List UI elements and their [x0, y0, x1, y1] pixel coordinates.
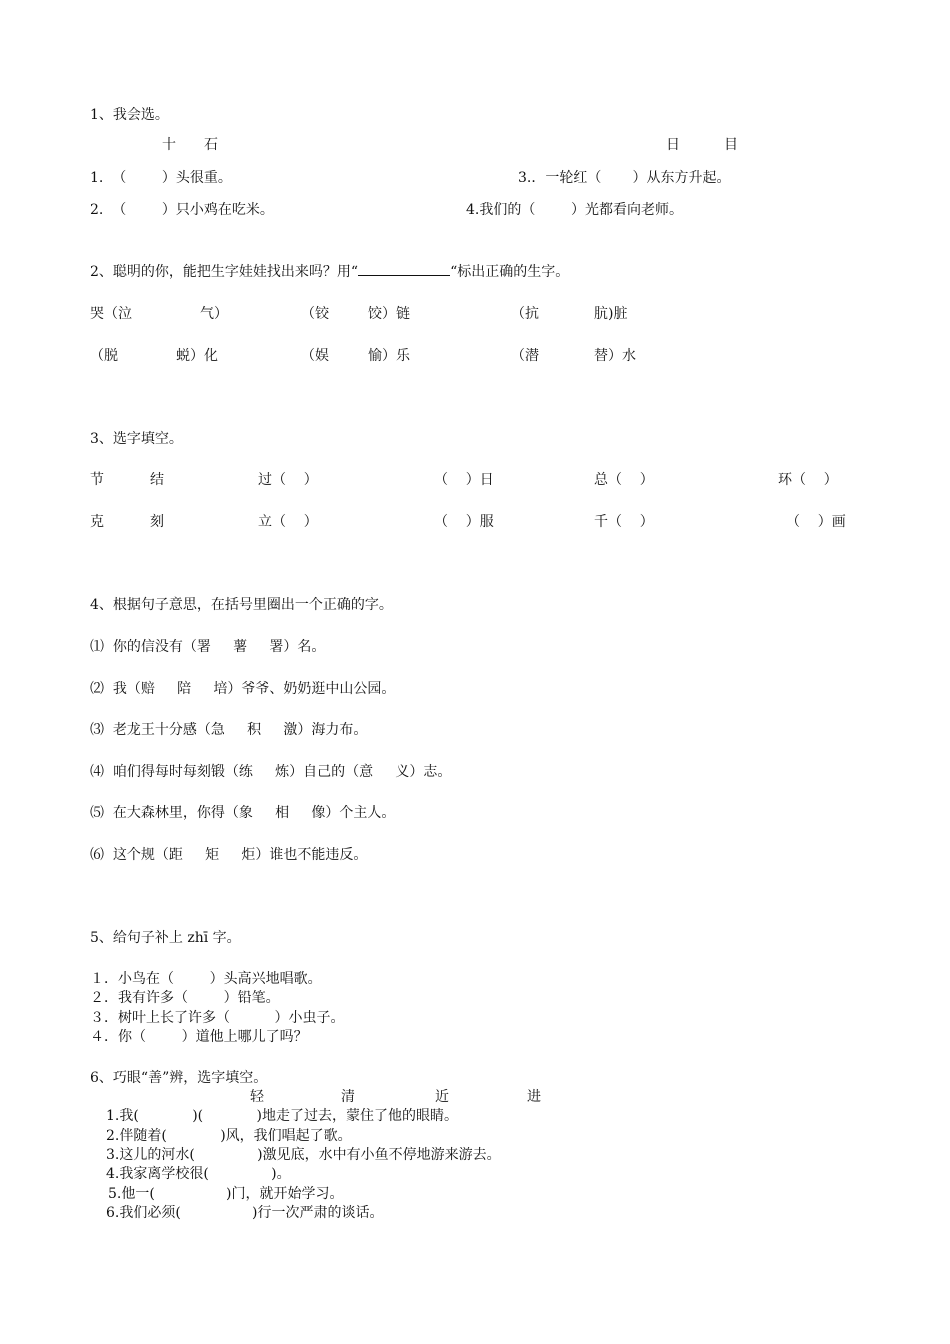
- s3-r1-c5: 总（ ）: [594, 472, 654, 488]
- s3-r1-c1: 节: [90, 472, 104, 488]
- option-shi-stone: 石: [204, 137, 218, 153]
- s3-r1-c4: （ ）日: [434, 472, 494, 488]
- s2-r1-c5: （抗: [511, 306, 539, 322]
- s4-item-2: ⑵ 我（赔 陪 培）爷爷、奶奶逛中山公园。: [90, 681, 396, 697]
- section-1-title: 1、我会选。: [90, 107, 169, 123]
- s4-item-1: ⑴ 你的信没有（署 薯 署）名。: [90, 639, 326, 655]
- section-3-title: 3、选字填空。: [90, 431, 183, 447]
- s2-r1-c3: （铰: [301, 306, 329, 322]
- s3-r2-c1: 克: [90, 514, 104, 530]
- s6-option-jin-enter: 进: [527, 1089, 541, 1105]
- s2-r2-c6: 替）水: [594, 348, 636, 364]
- s6-item-4: 4.我家离学校很( )。: [106, 1166, 291, 1182]
- section-2-title-end: “标出正确的生字。: [450, 264, 570, 280]
- s6-option-jin-near: 近: [435, 1089, 449, 1105]
- option-ri: 日: [666, 137, 680, 153]
- s6-item-3: 3.这儿的河水( )激见底，水中有小鱼不停地游来游去。: [106, 1147, 501, 1163]
- option-mu: 目: [724, 137, 738, 153]
- s6-item-6: 6.我们必须( )行一次严肃的谈话。: [106, 1205, 384, 1221]
- s3-r2-c5: 千（ ）: [594, 514, 654, 530]
- section-2-title: [90, 263, 569, 281]
- s3-r2-c3: 立（ ）: [258, 514, 318, 530]
- s2-r2-c5: （潜: [511, 348, 539, 364]
- option-shi-ten: 十: [162, 137, 176, 153]
- s4-item-6: ⑹ 这个规（距 矩 炬）谁也不能违反。: [90, 847, 368, 863]
- s4-item-4: ⑷ 咱们得每时每刻锻（练 炼）自己的（意 义）志。: [90, 764, 452, 780]
- s2-r1-c2: 气）: [200, 306, 228, 322]
- section-5-title: 5、给句子补上 zhī 字。: [90, 930, 241, 946]
- s6-item-2: 2.伴随着( )风，我们唱起了歌。: [106, 1128, 352, 1144]
- s2-r1-c1: 哭（泣: [90, 306, 132, 322]
- s4-item-5: ⑸ 在大森林里，你得（象 相 像）个主人。: [90, 805, 396, 821]
- s3-r2-c6: （ ）画: [786, 514, 846, 530]
- s2-r2-c4: 愉）乐: [368, 348, 410, 364]
- s2-r2-c1: （脱: [90, 348, 118, 364]
- s2-r1-c4: 饺）链: [368, 306, 410, 322]
- s3-r2-c2: 刻: [150, 514, 164, 530]
- s2-r2-c2: 蜕）化: [176, 348, 218, 364]
- s3-r1-c2: 结: [150, 472, 164, 488]
- s6-item-1: 1.我( )( )地走了过去，蒙住了他的眼睛。: [106, 1108, 459, 1124]
- s3-r1-c3: 过（ ）: [258, 472, 318, 488]
- s4-item-3: ⑶ 老龙王十分感（急 积 激）海力布。: [90, 722, 368, 738]
- s6-option-qing-light: 轻: [250, 1089, 264, 1105]
- s2-r2-c3: （娱: [301, 348, 329, 364]
- section-4-title: 4、根据句子意思，在括号里圈出一个正确的字。: [90, 597, 393, 613]
- section-2-title-start: 2、聪明的你，能把生字娃娃找出来吗？用“: [90, 264, 359, 280]
- s5-item-3: ３．树叶上长了许多（ ）小虫子。: [90, 1010, 345, 1026]
- s3-r1-c6: 环（ ）: [778, 472, 838, 488]
- s2-r1-c6: 肮)脏: [594, 306, 628, 322]
- s6-item-5: 5.他一( )门，就开始学习。: [108, 1186, 344, 1202]
- s5-item-1: １．小鸟在（ ）头高兴地唱歌。: [90, 971, 322, 987]
- s1-question-1: 1. （ ）头很重。: [90, 170, 232, 186]
- s1-question-3: 3.．一轮红（ ）从东方升起。: [518, 170, 731, 186]
- underline-sample: [358, 263, 450, 276]
- s5-item-4: ４．你（ ）道他上哪儿了吗？: [90, 1029, 308, 1045]
- section-6-title: 6、巧眼“善”辨，选字填空。: [90, 1070, 268, 1086]
- s6-option-qing-clear: 清: [341, 1089, 355, 1105]
- s3-r2-c4: （ ）服: [434, 514, 494, 530]
- s1-question-4: 4.我们的（ ）光都看向老师。: [466, 202, 683, 218]
- s5-item-2: ２．我有许多（ ）铅笔。: [90, 990, 280, 1006]
- s1-question-2: 2. （ ）只小鸡在吃米。: [90, 202, 274, 218]
